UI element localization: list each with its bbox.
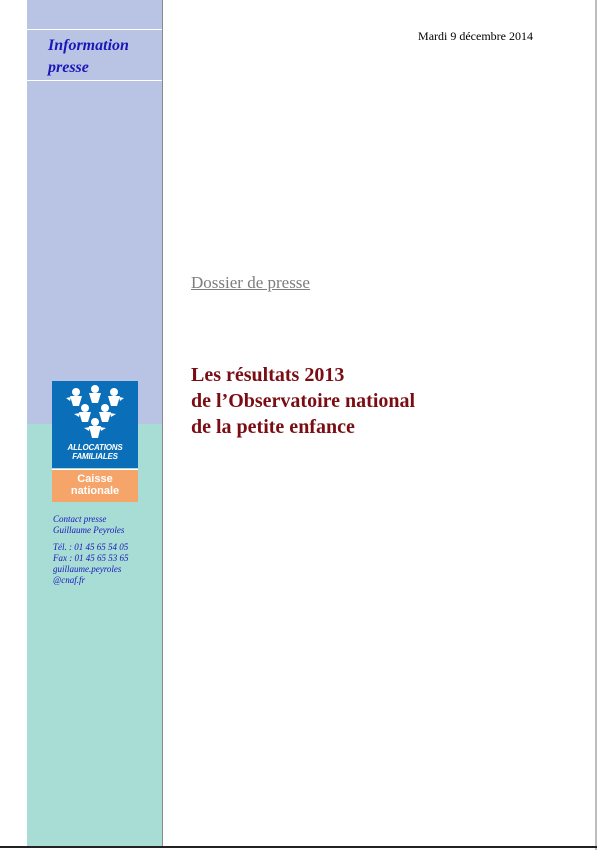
contact-fax: Fax : 01 45 65 53 65 [53,553,129,563]
publication-date: Mardi 9 décembre 2014 [418,29,533,43]
logo-orange-block [52,469,138,502]
sidebar-edge-line [162,0,163,846]
document-title-line: de l’Observatoire national [191,390,416,412]
logo-subtext-line: nationale [70,485,120,497]
logo-text-line: FAMILIALES [72,452,118,461]
logo-text [52,443,138,461]
document-title [191,362,511,440]
contact-label: Contact presse [53,514,107,524]
logo-text-line: ALLOCATIONS [67,443,123,452]
caf-logo [52,381,138,502]
contact-heading [53,514,158,536]
section-label: Dossier de presse [191,273,310,292]
logo-subtext-line: Caisse [77,473,113,485]
document-title-line: de la petite enfance [191,416,355,438]
sidebar-divider [27,80,162,81]
contact-email[interactable]: @cnaf.fr [53,575,86,585]
contact-details [53,542,158,586]
logo-blue-block [52,381,138,468]
sidebar-title [48,35,160,79]
family-figures-icon [65,384,125,442]
contact-phone: Tél. : 01 45 65 54 05 [53,542,129,552]
logo-subtext [52,473,138,497]
press-contact [53,514,158,592]
sidebar-divider [27,29,162,30]
contact-name: Guillaume Peyroles [53,525,125,535]
sidebar-title-line: Information [48,37,129,54]
sidebar-title-line: presse [48,59,89,76]
page-bottom-border [0,846,597,848]
document-title-line: Les résultats 2013 [191,364,345,386]
contact-email[interactable]: guillaume.peyroles [53,564,122,574]
